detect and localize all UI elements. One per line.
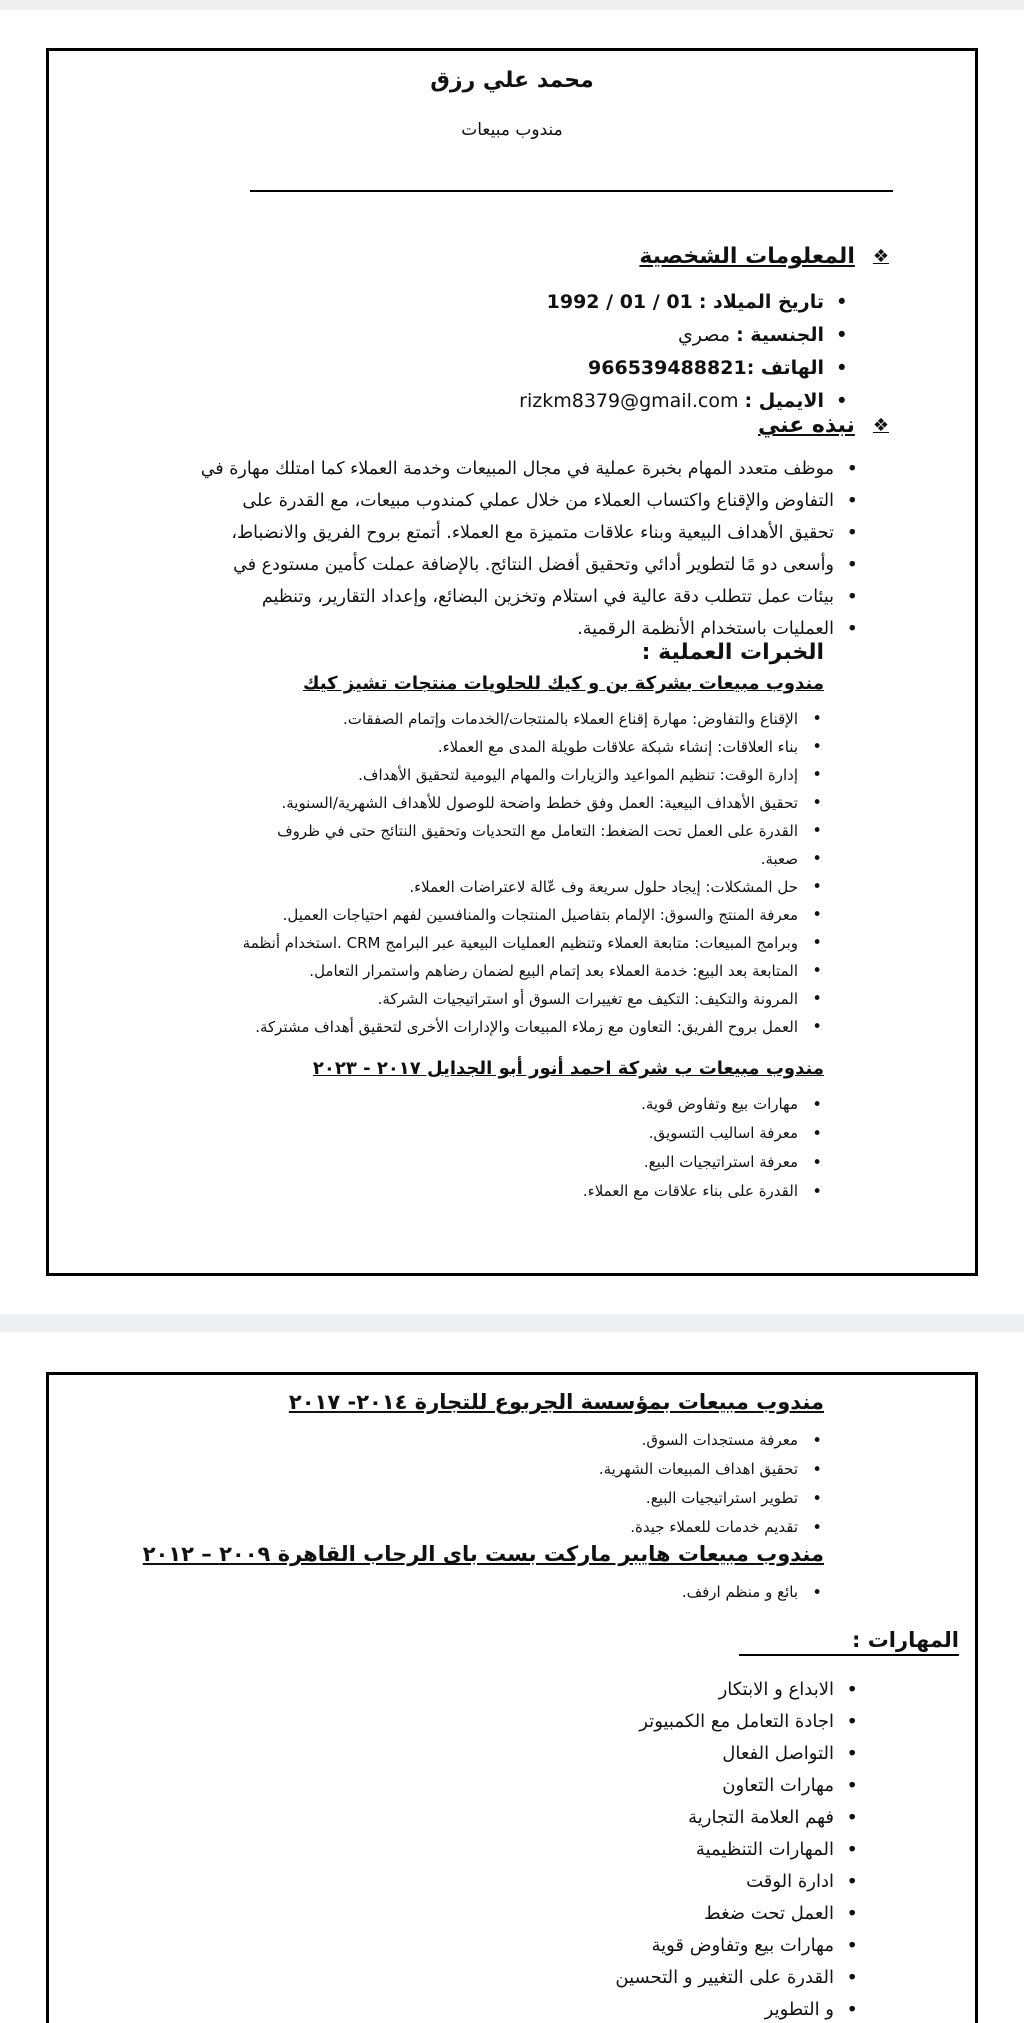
list-item: • إدارة الوقت: تنظيم المواعيد والزيارات والمهام اليومية لتحقيق الأهداف.	[178, 761, 828, 789]
list-item: • العمليات باستخدام الأنظمة الرقمية.	[164, 613, 864, 645]
list-item: • حل المشكلات: إيجاد حلول سريعة وف عّالة لاعتراضات العملاء.	[178, 873, 828, 901]
about-heading	[758, 413, 889, 438]
list-item: • بيئات عمل تتطلب دقة عالية في استلام وتخزين البضائع، وإعداد التقارير، وتنظيم	[164, 581, 864, 613]
about-title: نبذه عني	[757, 413, 855, 438]
list-item: • القدرة على بناء علاقات مع العملاء.	[328, 1177, 828, 1206]
job-title-4: مندوب مبيعات هايبر ماركت بست باى الرحاب القاهرة ٢٠٠٩ – ٢٠١٢	[142, 1542, 824, 1566]
list-item: • معرفة اساليب التسويق.	[328, 1119, 828, 1148]
job-title-3: مندوب مبيعات بمؤسسة الجربوع للتجارة ٢٠١٤- ٢٠١٧	[288, 1390, 824, 1414]
resume-page-2	[0, 1332, 1024, 2023]
list-item: • تحقيق الأهداف البيعية وبناء علاقات متميزة مع العملاء. أتمتع بروح الفريق والانضباط،	[164, 517, 864, 549]
list-item: • موظف متعدد المهام بخبرة عملية في مجال المبيعات وخدمة العملاء كما امتلك مهارة في	[164, 453, 864, 485]
list-item: • الجنسية : مصري	[154, 319, 854, 352]
job-1-duties	[178, 705, 828, 1041]
list-item: • المرونة والتكيف: التكيف مع تغييرات السوق أو استراتيجيات الشركة.	[178, 985, 828, 1013]
list-item: • مهارات بيع وتفاوض قوية	[364, 1930, 864, 1962]
list-item: • ادارة الوقت	[364, 1866, 864, 1898]
list-item: • وبرامج المبيعات: متابعة العملاء وتنظيم العمليات البيعية عبر البرامج CRM .استخدام أنظمة	[178, 929, 828, 957]
diamond-bullet-icon: ❖	[872, 415, 889, 436]
personal-info-list	[154, 286, 854, 418]
skills-list	[364, 1674, 864, 2023]
list-item: • الابداع و الابتكار	[364, 1674, 864, 1706]
list-item: • التواصل الفعال	[364, 1738, 864, 1770]
list-item: • فهم العلامة التجارية	[364, 1802, 864, 1834]
about-list	[164, 453, 864, 645]
list-item: • المهارات التنظيمية	[364, 1834, 864, 1866]
list-item: • القدرة على التغيير و التحسين	[364, 1962, 864, 1994]
job-title-1: مندوب مبيعات بشركة بن و كيك للحلويات منتجات تشيز كيك	[303, 673, 824, 694]
list-item: • العمل تحت ضغط	[364, 1898, 864, 1930]
list-item: • بائع و منظم ارفف.	[328, 1578, 828, 1607]
job-title-2: مندوب مبيعات ب شركة احمد أنور أبو الجدايل ٢٠١٧ - ٢٠٢٣	[312, 1058, 824, 1079]
list-item: • وأسعى دو مًا لتطوير أدائي وتحقيق أفضل النتائج. بالإضافة عملت كأمين مستودع في	[164, 549, 864, 581]
skills-heading: المهارات :	[739, 1628, 959, 1656]
job-2-duties	[328, 1090, 828, 1206]
list-item: • تطوير استراتيجيات البيع.	[328, 1484, 828, 1513]
list-item: • تحقيق اهداف المبيعات الشهرية.	[328, 1455, 828, 1484]
list-item: • معرفة استراتيجيات البيع.	[328, 1148, 828, 1177]
list-item: • معرفة المنتج والسوق: الإلمام بتفاصيل المنتجات والمنافسين لفهم احتياجات العميل.	[178, 901, 828, 929]
list-item: • مهارات بيع وتفاوض قوية.	[328, 1090, 828, 1119]
personal-info-heading	[639, 244, 889, 269]
candidate-job-title: مندوب مبيعات	[461, 120, 563, 140]
job-3-duties	[328, 1426, 828, 1542]
list-item: • العمل بروح الفريق: التعاون مع زملاء المبيعات والإدارات الأخرى لتحقيق أهداف مشتركة.	[178, 1013, 828, 1041]
candidate-name: محمد علي رزق	[430, 68, 594, 93]
resume-page-1	[0, 10, 1024, 1314]
list-item: • القدرة على العمل تحت الضغط: التعامل مع التحديات وتحقيق النتائج حتى في ظروف	[178, 817, 828, 845]
list-item: • صعبة.	[178, 845, 828, 873]
list-item: • مهارات التعاون	[364, 1770, 864, 1802]
header-divider	[250, 190, 893, 192]
list-item: • و التطوير	[364, 1994, 864, 2023]
diamond-bullet-icon: ❖	[872, 246, 889, 267]
list-item: • بناء العلاقات: إنشاء شبكة علاقات طويلة المدى مع العملاء.	[178, 733, 828, 761]
job-4-duties	[328, 1578, 828, 1607]
list-item: • تحقيق الأهداف البيعية: العمل وفق خطط واضحة للوصول للأهداف الشهرية/السنوية.	[178, 789, 828, 817]
list-item: • الايميل : rizkm8379@gmail.com	[154, 385, 854, 418]
experience-heading: الخبرات العملية :	[641, 640, 824, 665]
list-item: • اجادة التعامل مع الكمبيوتر	[364, 1706, 864, 1738]
list-item: • الهاتف :966539488821	[154, 352, 854, 385]
list-item: • معرفة مستجدات السوق.	[328, 1426, 828, 1455]
list-item: • التفاوض والإقناع واكتساب العملاء من خلال عملي كمندوب مبيعات، مع القدرة على	[164, 485, 864, 517]
list-item: • تقديم خدمات للعملاء جيدة.	[328, 1513, 828, 1542]
list-item: • المتابعة بعد البيع: خدمة العملاء بعد إتمام البيع لضمان رضاهم واستمرار التعامل.	[178, 957, 828, 985]
personal-info-title: المعلومات الشخصية	[639, 244, 855, 269]
list-item: • تاريخ الميلاد : 01 / 01 / 1992	[154, 286, 854, 319]
list-item: • الإقناع والتفاوض: مهارة إقناع العملاء بالمنتجات/الخدمات وإتمام الصفقات.	[178, 705, 828, 733]
